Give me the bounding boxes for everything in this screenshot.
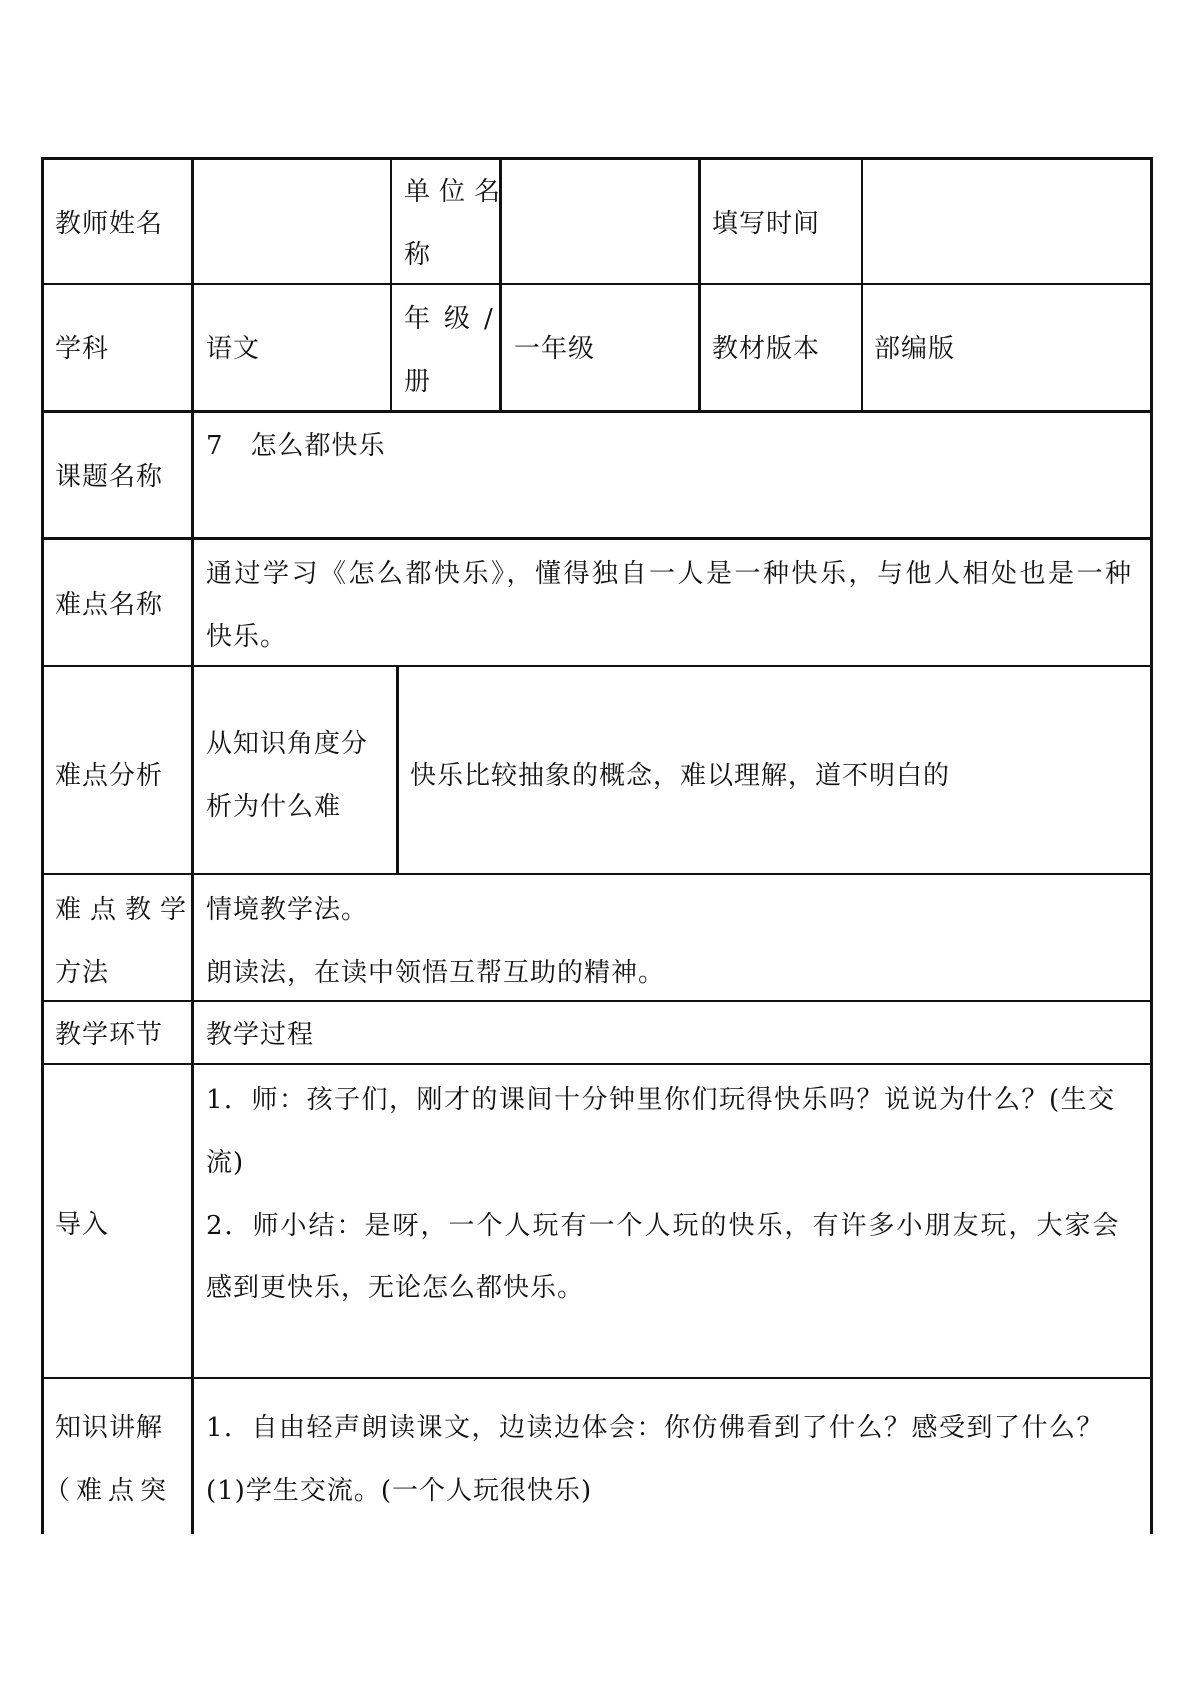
method-line2: 朗读法，在读中领悟互帮互助的精神。 xyxy=(206,958,666,988)
grade-value: 一年级 xyxy=(514,334,596,364)
knowledge-line1: 1．自由轻声朗读课文，边读边体会：你仿佛看到了什么？感受到了什么？ xyxy=(206,1413,1105,1443)
border-row2-bottom xyxy=(41,410,1153,413)
subject-value: 语文 xyxy=(206,334,261,364)
grade-label-line2: 册 xyxy=(404,367,432,397)
border-right xyxy=(1150,157,1153,1534)
topic-value: 7 怎么都快乐 xyxy=(206,431,386,461)
border-row1-bottom xyxy=(41,283,1153,285)
unit-label-line1: 单位名 xyxy=(404,177,510,207)
difficulty-name-line1: 通过学习《怎么都快乐》，懂得独自一人是一种快乐，与他人相处也是一种 xyxy=(206,559,1134,589)
border-left xyxy=(41,157,44,1534)
intro-line4: 感到更快乐，无论怎么都快乐。 xyxy=(206,1273,585,1303)
difficulty-analysis-label: 难点分析 xyxy=(55,761,164,791)
method-label-line2: 方法 xyxy=(55,958,110,988)
process-label: 教学环节 xyxy=(55,1020,164,1050)
border-analysis-col xyxy=(396,665,399,875)
unit-label-line2: 称 xyxy=(404,240,432,270)
border-label-col xyxy=(191,157,194,1534)
border-col3-top xyxy=(390,157,392,413)
fill-time-label: 填写时间 xyxy=(712,209,821,239)
edition-value: 部编版 xyxy=(874,334,956,364)
border-col5-top xyxy=(698,157,701,413)
border-row8-bottom xyxy=(41,1377,1153,1379)
method-label-line1: 难点教学 xyxy=(55,895,196,925)
knowledge-line2: (1)学生交流。(一个人玩很快乐) xyxy=(206,1476,593,1506)
analysis-sub-label-line2: 析为什么难 xyxy=(206,792,342,822)
analysis-sub-label-line1: 从知识角度分 xyxy=(206,729,369,759)
intro-label: 导入 xyxy=(55,1210,110,1240)
knowledge-label-line1: 知识讲解 xyxy=(55,1413,164,1443)
analysis-value: 快乐比较抽象的概念，难以理解，道不明白的 xyxy=(410,761,951,791)
subject-label: 学科 xyxy=(55,334,110,364)
border-row5-bottom xyxy=(41,873,1153,875)
teacher-name-label: 教师姓名 xyxy=(55,209,164,239)
intro-line1: 1．师：孩子们，刚才的课间十分钟里你们玩得快乐吗？说说为什么？(生交 xyxy=(206,1085,1116,1115)
border-row3-bottom xyxy=(41,537,1153,540)
grade-label-line1: 年级/ xyxy=(404,304,507,334)
process-value: 教学过程 xyxy=(206,1020,315,1050)
border-top xyxy=(41,157,1153,160)
border-col6-top xyxy=(861,157,863,413)
edition-label: 教材版本 xyxy=(712,334,821,364)
method-line1: 情境教学法。 xyxy=(206,895,369,925)
intro-line2: 流) xyxy=(206,1148,245,1178)
topic-label: 课题名称 xyxy=(55,462,164,492)
intro-line3: 2．师小结：是呀，一个人玩有一个人玩的快乐，有许多小朋友玩，大家会 xyxy=(206,1211,1121,1241)
difficulty-name-line2: 快乐。 xyxy=(206,622,288,652)
knowledge-label-line2: （难点突 xyxy=(44,1476,173,1506)
difficulty-name-label: 难点名称 xyxy=(55,590,164,620)
